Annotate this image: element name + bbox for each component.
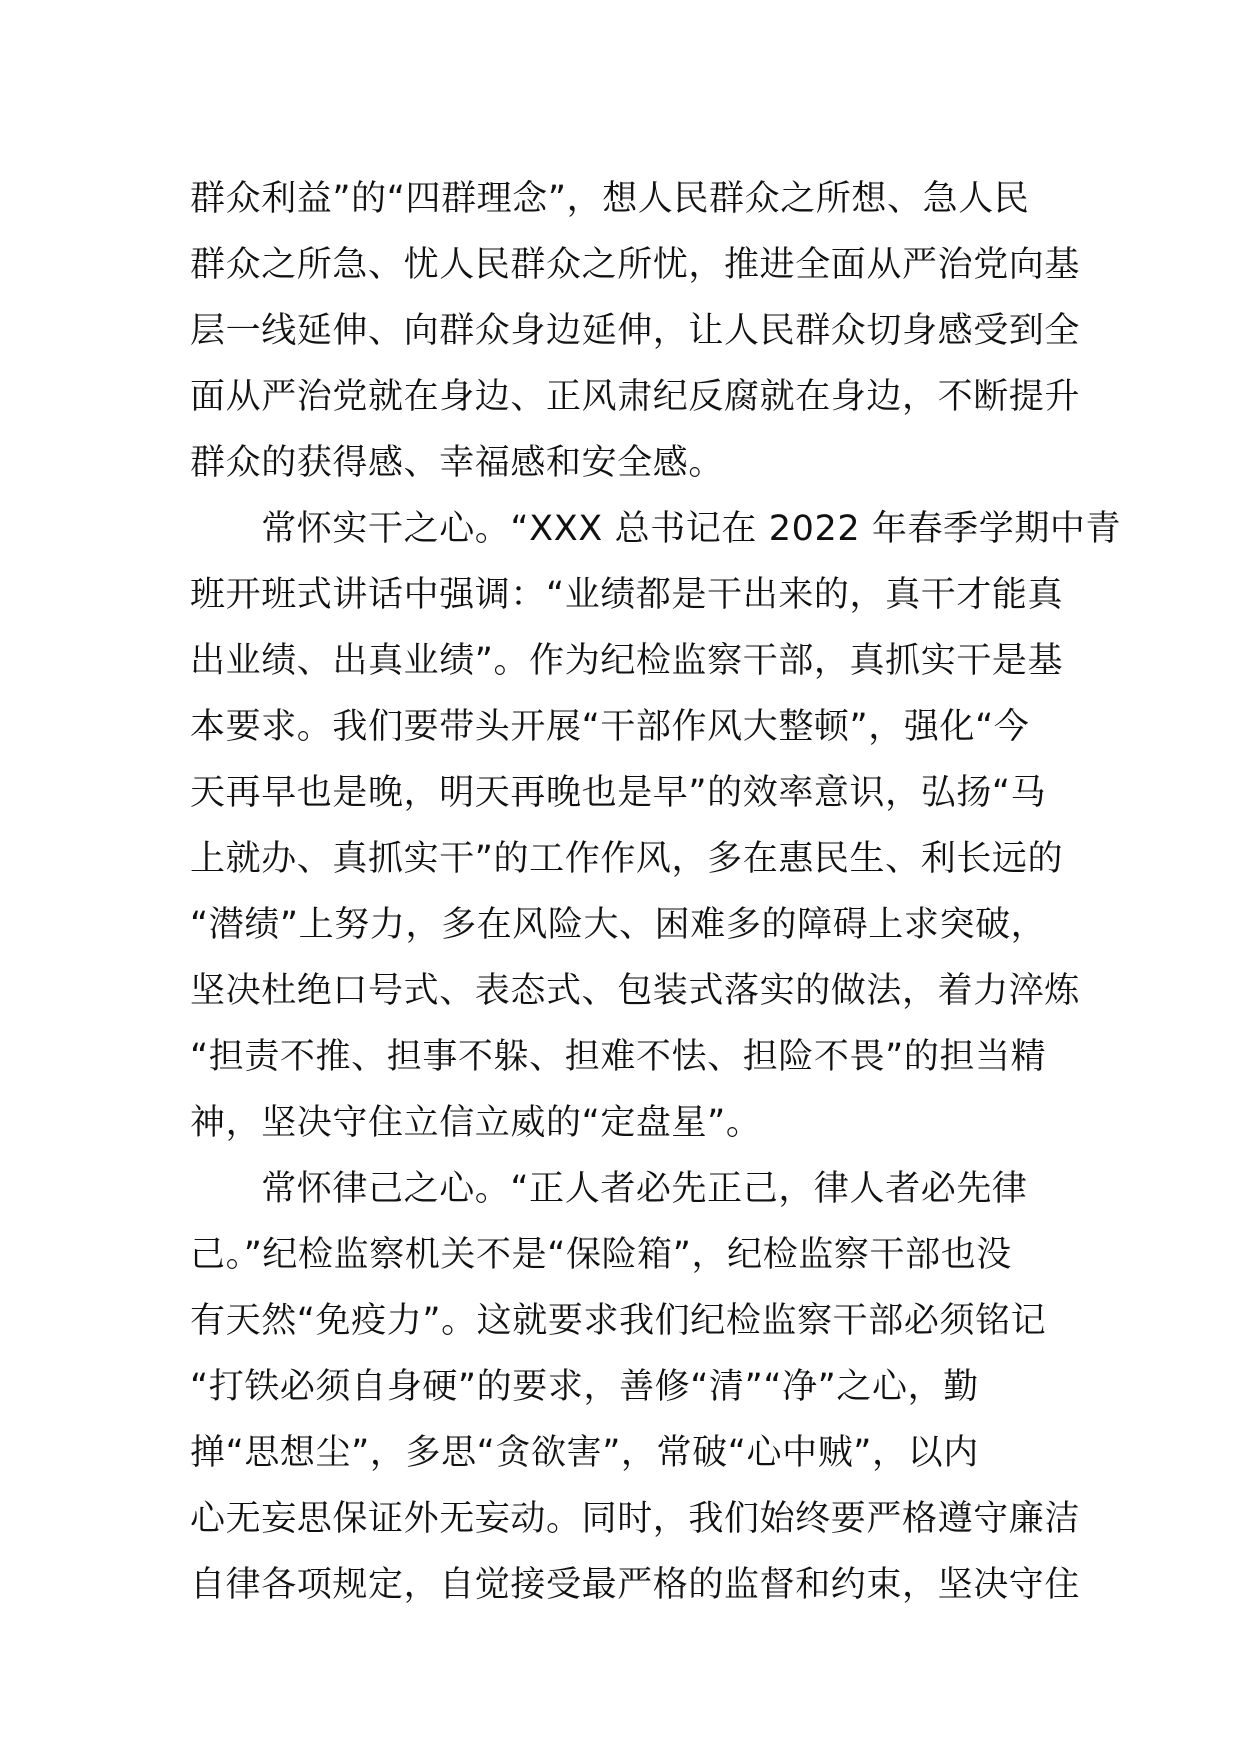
text-line: “担责不推、担事不躲、担难不怯、担险不畏”的担当精 bbox=[190, 1037, 1047, 1077]
text-line: 群众之所急、忧人民群众之所忧，推进全面从严治党向基 bbox=[190, 245, 1081, 285]
text-line: 上就办、真抓实干”的工作作风，多在惠民生、利长远的 bbox=[190, 839, 1064, 879]
paragraph-start-line: 常怀律己之心。“正人者必先正己，律人者必先律 bbox=[190, 1169, 1028, 1209]
paragraph-start-line: 常怀实干之心。“XXX 总书记在 2022 年春季学期中青 bbox=[190, 509, 1122, 549]
text-line: 掸“思想尘”，多思“贪欲害”，常破“心中贼”，以内 bbox=[190, 1433, 979, 1473]
text-line: 层一线延伸、向群众身边延伸，让人民群众切身感受到全 bbox=[190, 311, 1081, 351]
text-line: 群众的获得感、幸福感和安全感。 bbox=[190, 443, 725, 483]
text-line: 心无妄思保证外无妄动。同时，我们始终要严格遵守廉洁 bbox=[190, 1499, 1081, 1539]
text-line: 自律各项规定，自觉接受最严格的监督和约束，坚决守住 bbox=[190, 1565, 1081, 1605]
text-line: 坚决杜绝口号式、表态式、包装式落实的做法，着力淬炼 bbox=[190, 971, 1081, 1011]
text-line: 班开班式讲话中强调：“业绩都是干出来的，真干才能真 bbox=[190, 575, 1064, 615]
text-line: “潜绩”上努力，多在风险大、困难多的障碍上求突破， bbox=[190, 905, 1047, 945]
text-line: 群众利益”的“四群理念”，想人民群众之所想、急人民 bbox=[190, 179, 1030, 219]
text-line: 出业绩、出真业绩”。作为纪检监察干部，真抓实干是基 bbox=[190, 641, 1064, 681]
text-line: 天再早也是晚，明天再晚也是早”的效率意识，弘扬“马 bbox=[190, 773, 1047, 813]
text-line: 本要求。我们要带头开展“干部作风大整顿”，强化“今 bbox=[190, 707, 1030, 747]
text-line: 己。”纪检监察机关不是“保险箱”，纪检监察干部也没 bbox=[190, 1235, 1012, 1275]
text-line: “打铁必须自身硬”的要求，善修“清”“净”之心，勤 bbox=[190, 1367, 979, 1407]
text-line: 面从严治党就在身边、正风肃纪反腐就在身边，不断提升 bbox=[190, 377, 1081, 417]
text-line: 神，坚决守住立信立威的“定盘星”。 bbox=[190, 1103, 762, 1143]
body-text bbox=[190, 166, 1122, 1618]
text-line: 有天然“免疫力”。这就要求我们纪检监察干部必须铭记 bbox=[190, 1301, 1047, 1341]
